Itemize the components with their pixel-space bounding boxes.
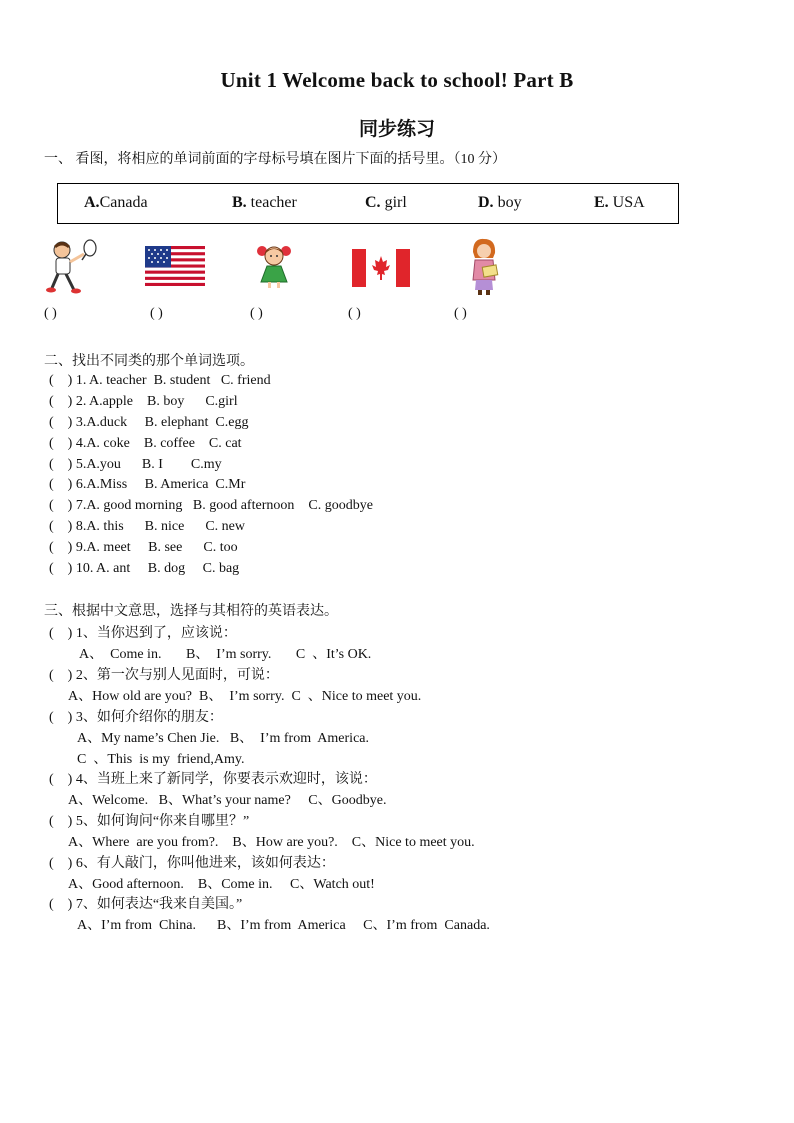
word-option-c: C. girl (365, 194, 407, 211)
question-options: A、I’m from China. B、I’m from America C、I’m from Canada. (77, 918, 490, 933)
question-options: C 、This is my friend,Amy. (77, 752, 245, 767)
section1-heading: 一、 看图，将相应的单词前面的字母标号填在图片下面的括号里。（10 分） (44, 152, 506, 167)
question: ( ) 5、如何询问“你来自哪里？” (49, 814, 250, 829)
list-item: ( ) 1. A. teacher B. student C. friend (49, 373, 271, 388)
word-option-a: A.Canada (84, 194, 148, 211)
question: ( ) 3、如何介绍你的朋友： (49, 710, 223, 725)
question: ( ) 7、如何表达“我来自美国。” (49, 897, 243, 912)
question: ( ) 1、当你迟到了，应该说： (49, 626, 237, 641)
question-options: A、My name’s Chen Jie. B、 I’m from America. (77, 731, 370, 746)
teacher-icon (467, 238, 501, 296)
question: ( ) 2、第一次与别人见面时，可说： (49, 668, 279, 683)
section3-heading: 三、根据中文意思，选择与其相符的英语表达。 (44, 604, 338, 619)
list-item: ( ) 9.A. meet B. see C. too (49, 540, 238, 555)
word-option-d: D. boy (478, 194, 522, 211)
question-options: A、Welcome. B、What’s your name? C、Goodbye. (68, 793, 387, 808)
boy-tennis-icon (44, 238, 102, 296)
list-item: ( ) 3.A.duck B. elephant C.egg (49, 415, 249, 430)
list-item: ( ) 6.A.Miss B. America C.Mr (49, 477, 246, 492)
word-option-e: E. USA (594, 194, 645, 211)
girl-icon (254, 242, 294, 290)
list-item: ( ) 10. A. ant B. dog C. bag (49, 561, 240, 576)
word-option-b: B. teacher (232, 194, 297, 211)
list-item: ( ) 2. A.apple B. boy C.girl (49, 394, 238, 409)
answer-blank[interactable]: ( ) (44, 306, 57, 321)
section2-heading: 二、找出不同类的那个单词选项。 (44, 354, 254, 369)
answer-blank[interactable]: ( ) (454, 306, 467, 321)
list-item: ( ) 4.A. coke B. coffee C. cat (49, 436, 242, 451)
usa-flag-icon (145, 246, 205, 286)
word-box (57, 183, 679, 224)
question: ( ) 4、当班上来了新同学，你要表示欢迎时，该说： (49, 772, 377, 787)
list-item: ( ) 5.A.you B. I C.my (49, 457, 222, 472)
question: ( ) 6、有人敲门，你叫他进来，该如何表达： (49, 856, 335, 871)
list-item: ( ) 7.A. good morning B. good afternoon C. goodbye (49, 498, 373, 513)
list-item: ( ) 8.A. this B. nice C. new (49, 519, 245, 534)
answer-blank[interactable]: ( ) (348, 306, 361, 321)
question-options: A、Good afternoon. B、Come in. C、Watch out! (68, 877, 375, 892)
question-options: A、Where are you from?. B、How are you?. C、Nice to meet you. (68, 835, 475, 850)
page-title: Unit 1 Welcome back to school! Part B (220, 68, 574, 92)
canada-flag-icon (352, 249, 410, 287)
answer-blank[interactable]: ( ) (250, 306, 263, 321)
page-subtitle: 同步练习 (358, 119, 435, 140)
question-options: A、 Come in. B、 I’m sorry. C 、It’s OK. (79, 647, 372, 662)
question-options: A、How old are you? B、 I’m sorry. C 、Nice to meet you. (68, 689, 422, 704)
answer-blank[interactable]: ( ) (150, 306, 163, 321)
